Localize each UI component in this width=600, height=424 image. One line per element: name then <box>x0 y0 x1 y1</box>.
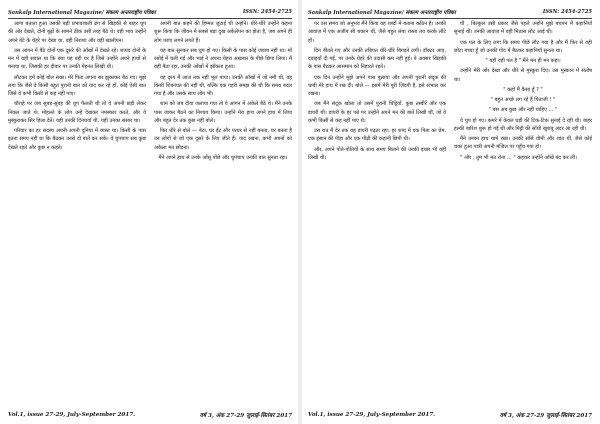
paragraph: एक दिन उन्होंने मुझे अपने पास बुलाया और अपनी पुरानी संदूक की चाबी मेरे हाथ में रख दी। बोले — इसमें मेरी पूरी ज़िंदगी है, इसे संभाल कर रखना। <box>308 74 446 97</box>
paragraph: चौराहे पर जब सुबह-सुबह की धूप फैलती थी तो वे अपनी छड़ी लेकर निकल जाते थे। मोहल्ले के लोग उन्हें देखकर नमस्कार करते, और वे मुस्कुराकर सिर हिला देते। यही उनकी दिनचर्या थी, यही उनका संसार था। <box>8 101 146 124</box>
running-footer <box>308 407 592 422</box>
dialogue-line: " यही वही पल है " मैंने मन ही मन कहा। <box>485 58 561 64</box>
footer-volume-en: Vol.1, issue 27-29, July-September 2017. <box>308 412 436 418</box>
footer-volume-hi: वर्ष 3, अंक 27-29 जुलाई-सितंबर 2017 <box>499 413 592 419</box>
paragraph: लौटकर हमें कोई बोल सका। मेरे पिता अपना सर झुकाकर बैठ गए। मुझे लगा कि जैसे वे किसी बहुत पुरानी बात को याद कर रहे हों, कोई ऐसी बात जिसे वे कभी किसी से कह नहीं पाए। <box>8 74 146 97</box>
footer-volume-en: Vol.1, issue 27-29, July-September 2017. <box>8 412 136 418</box>
paragraph: परिवार का हर सदस्य अपनी-अपनी दुनिया में व्यस्त था। किसी के पास इतना समय नहीं था कि बैठकर उनसे दो बातें कर सके। वे चुपचाप सब कुछ देखते रहते और कुछ न कहते। <box>8 128 146 151</box>
paragraph: आगा बताता हुआ उसकी बड़ी प्रभावशाली ढंग से खिड़की से बाहर धूप की ओर देखते, दोनों बूढ़ों के सामने ठीक उसी तरह बैठे थे। वही भाव उन्होंने अपने बेटे के चेहरे पर देखा था, वही निराशा और वही खालीपन। <box>8 21 146 44</box>
paragraph: एक पल के लिए लगा कि समय पीछे लौट गया है और मैं फिर से वही छोटा बच्चा हूँ जो उनकी गोद में बैठकर कहानियाँ सुनता था। <box>454 39 592 54</box>
paragraph: उस रात मैं देर तक वह डायरी पढ़ता रहा। हर शब्द में एक पिता का प्रेम, एक इंसान की पीड़ा और एक पीढ़ी की कहानी छिपी थी। <box>308 128 446 143</box>
footer-volume-hi: वर्ष 3, अंक 27-29 जुलाई-सितंबर 2017 <box>199 413 292 419</box>
paragraph: पर उस समय जो अनुभव मैंने किया वह शब्दों में बताना कठिन है। उनकी आवाज़ में एक अजीब सी थकान थी, जैसे बहुत लंबा रास्ता तय करके लौटे हों। <box>308 21 446 44</box>
paragraph: मैंने अपने हाथ से उनके आँसू पोंछे और चुपचाप उनकी बात सुनता रहा। <box>158 154 288 161</box>
running-header <box>8 6 292 19</box>
paragraph: अपनी बात कहने की हिम्मत जुटाई थी उन्होंने। धीरे-धीरे उन्होंने कहना शुरू किया कि जीवन में सबसे बड़ा दुख अकेलेपन का होता है, जब अपने ही लोग पराए लगने लगते हैं। <box>154 21 292 44</box>
running-footer <box>8 407 292 422</box>
dialogue-line: " कहो मैं कैसा हूँ ? " <box>503 86 543 93</box>
paragraph: शाम को जब दीया जलाया गया तो वे आंगन में अकेले बैठे थे। मैंने उनके पास जाकर बैठने का निश्चय किया। उन्होंने मेरा हाथ अपने हाथ में लिया और बहुत देर तक कुछ नहीं बोले। <box>154 101 292 124</box>
paragraph: उस आंगन में बैठे दोनों एक दूसरे की आँखों में देखते रहे। शायद दोनों के मन में वही सवाल था कि क्या यह वही घर है जिसे उन्होंने अपने हाथों से बनाया था, जिसकी हर दीवार पर उनकी मेहनत लिखी थी। <box>8 47 146 71</box>
paragraph: मैंने उनका हाथ थामे रखा। उनकी साँसें धीमी और शांत थीं, जैसे कोई थका हुआ यात्री अपनी मंज़िल पर पहुँच गया हो। <box>454 136 592 151</box>
running-header <box>308 6 592 19</box>
paragraph: वे चुप हो गए। कमरे में केवल घड़ी की टिक-टिक सुनाई दे रही थी। बाहर हल्की बारिश शुरू हो गई थी और मिट्टी की सोंधी खुशबू अंदर आ रही थी। <box>454 117 592 132</box>
left-page-column-2 <box>154 20 292 404</box>
paragraph: फिर धीरे से बोले — बेटा, घर ईंट और पत्थर से नहीं बनता, घर बनता है उन लोगों से जो एक दूसरे के लिए जीते हैं। याद रखना, कभी अपनों को अकेला मत छोड़ना। <box>154 128 292 151</box>
paragraph: उन्होंने मेरी ओर देखा और धीरे से मुस्कुरा दिए। उस मुस्कान में संतोष था। <box>454 68 592 83</box>
issn: ISSN: 2454-2725 <box>542 9 592 15</box>
paragraph: जब मैंने संदूक खोला तो उसमें पुरानी चिट्ठियाँ, कुछ तस्वीरें और एक डायरी थी। डायरी के हर पन्ने पर उन्होंने अपने मन की बातें लिखी थीं, जो वे कभी किसी से कह नहीं पाए थे। <box>308 101 446 124</box>
issn: ISSN: 2454-2725 <box>242 9 292 15</box>
left-page-column-1 <box>8 20 146 404</box>
right-page <box>300 0 600 424</box>
right-page-column-1 <box>308 20 446 404</box>
paragraph: और, अपने पोते-पोतियों के साथ समय बिताने की उनकी इच्छा भी वहीं लिखी थी। <box>308 146 446 161</box>
paragraph: वह दृश्य मैं आज तक नहीं भूल पाया। उनकी आँखों में जो नमी थी, वह किसी शिकायत की नहीं थी, बल्कि एक गहरी समझ की थी कि समय बदल गया है और उसके साथ लोग भी। <box>154 74 292 97</box>
paragraph: दिन बीतते गए और उनकी तबियत धीरे-धीरे बिगड़ने लगी। डॉक्टर आए, दवाइयाँ दी गईं, पर उनके चेहरे की उदासी कम नहीं हुई। वे अक्सर खिड़की के पास बैठकर आसमान को निहारते रहते। <box>308 47 446 71</box>
journal-title: Sankalp International Magazine/ संकल्प अन्तरराष्ट्रीय पत्रिका <box>8 10 156 16</box>
journal-title: Sankalp International Magazine/ संकल्प अन्तरराष्ट्रीय पत्रिका <box>308 10 456 16</box>
dialogue-line: " बहुत अच्छे लग रहे हैं पिताजी ! " <box>490 97 556 103</box>
right-page-column-2 <box>454 20 592 404</box>
paragraph: यह बात सुनकर सब चुप हो गए। किसी के पास कोई जवाब नहीं था। माँ रसोई में चली गई और भाई ने अपना चेहरा अखबार के पीछे छिपा लिया। मैं वहीं बैठा रहा, उनकी आँखों में झाँकता हुआ। <box>154 47 292 71</box>
dialogue-line: " बस अब कुछ और नहीं चाहिए ... " <box>488 107 558 114</box>
paragraph: " और , तुम भी मत रोना ... " कहकर उन्होंने आँखें बंद कर लीं। <box>460 154 577 161</box>
paragraph: घी , बिल्कुल उसी प्रकार जैसे पहले उन्होंने मुझे बचपन में कहानियाँ सुनाई थीं। उनकी आवाज़ में वही मिठास लौट आई थी। <box>454 21 592 36</box>
